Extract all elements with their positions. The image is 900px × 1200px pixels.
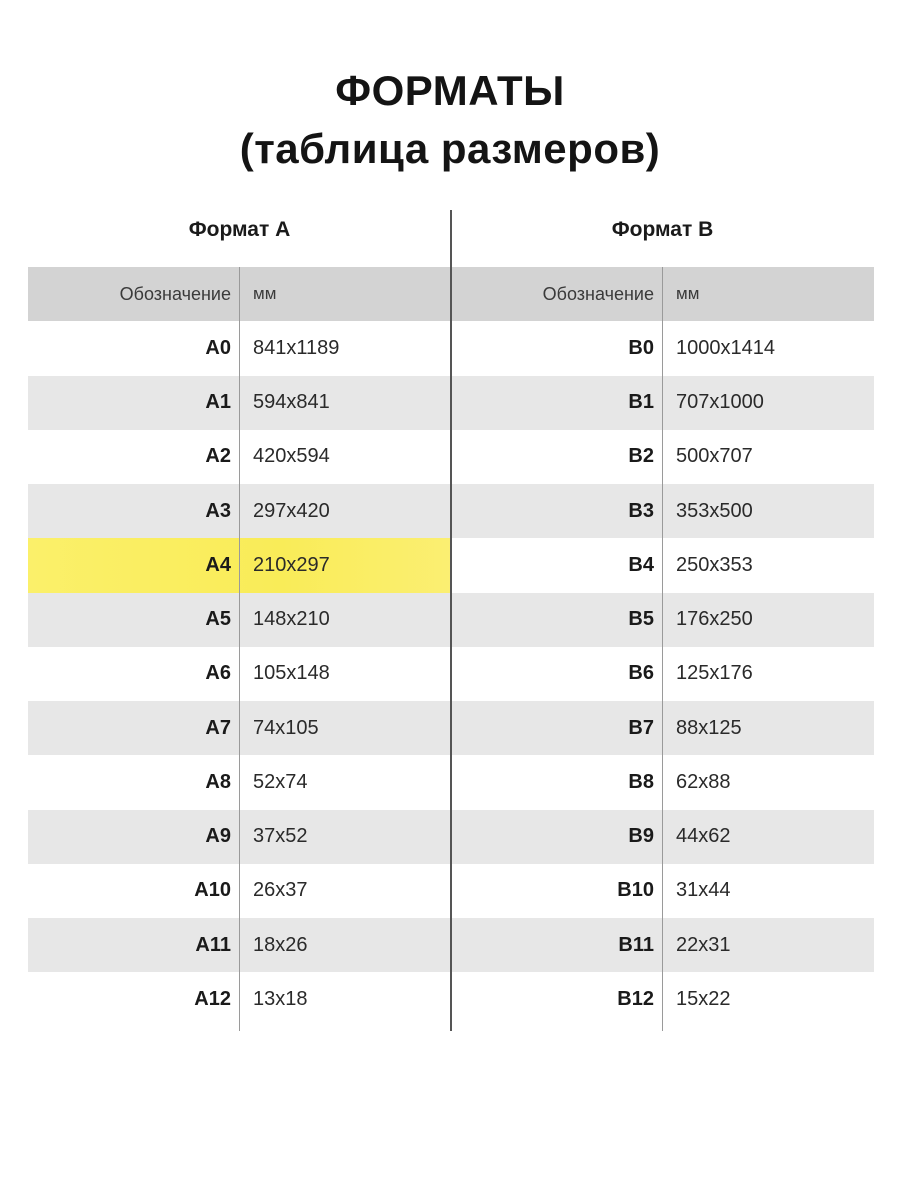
format-code: A12 bbox=[194, 987, 231, 1010]
format-code: B4 bbox=[628, 553, 654, 576]
title-line-2: (таблица размеров) bbox=[239, 125, 661, 172]
format-size: 18x26 bbox=[253, 933, 308, 956]
format-code: A7 bbox=[205, 716, 231, 739]
format-code: A5 bbox=[205, 608, 231, 631]
format-code: A11 bbox=[195, 933, 231, 956]
format-code: B8 bbox=[628, 770, 654, 793]
column-header-size: мм bbox=[676, 284, 700, 304]
tables-center-divider bbox=[450, 210, 452, 1031]
format-code: B9 bbox=[628, 825, 654, 848]
format-size: 37x52 bbox=[253, 825, 308, 848]
format-a-heading: Формат А bbox=[188, 218, 291, 241]
column-header-code: Обозначение bbox=[119, 283, 231, 304]
format-size: 105x148 bbox=[253, 662, 330, 685]
format-size: 841x1189 bbox=[253, 336, 340, 359]
format-code: A3 bbox=[205, 499, 231, 522]
format-code: A2 bbox=[205, 445, 231, 468]
format-size: 15x22 bbox=[676, 987, 731, 1010]
format-size: 707x1000 bbox=[676, 391, 764, 414]
format-size: 594x841 bbox=[253, 391, 330, 414]
format-code: B11 bbox=[618, 933, 654, 956]
format-code: B5 bbox=[628, 608, 654, 631]
format-size: 176x250 bbox=[676, 608, 753, 631]
format-size: 420x594 bbox=[253, 445, 330, 468]
format-code: B1 bbox=[628, 391, 654, 414]
format-code: B7 bbox=[628, 716, 654, 739]
format-size: 31x44 bbox=[676, 879, 731, 902]
title-line-1: ФОРМАТЫ bbox=[335, 67, 565, 114]
format-code: B12 bbox=[617, 987, 654, 1010]
format-code: B10 bbox=[617, 879, 654, 902]
format-size: 250x353 bbox=[676, 553, 753, 576]
format-size: 22x31 bbox=[676, 933, 731, 956]
format-size: 62x88 bbox=[676, 770, 731, 793]
column-header-code: Обозначение bbox=[542, 283, 654, 304]
format-code: A9 bbox=[205, 825, 231, 848]
format-size: 88x125 bbox=[676, 716, 742, 739]
format-size: 44x62 bbox=[676, 825, 731, 848]
format-size: 13x18 bbox=[253, 987, 308, 1010]
format-code: A6 bbox=[205, 662, 231, 685]
format-size: 52x74 bbox=[253, 770, 308, 793]
format-size: 500x707 bbox=[676, 445, 753, 468]
format-a-column-divider bbox=[239, 267, 240, 1031]
format-code: A10 bbox=[194, 879, 231, 902]
format-code: B2 bbox=[628, 445, 654, 468]
format-code: B6 bbox=[628, 662, 654, 685]
format-size: 125x176 bbox=[676, 662, 753, 685]
format-code: B0 bbox=[628, 336, 654, 359]
format-code: A4 bbox=[205, 553, 231, 576]
format-size: 26x37 bbox=[253, 879, 308, 902]
format-size: 297x420 bbox=[253, 499, 330, 522]
format-code: A0 bbox=[205, 336, 231, 359]
column-header-size: мм bbox=[253, 284, 277, 304]
format-code: A1 bbox=[205, 391, 231, 414]
format-size: 353x500 bbox=[676, 499, 753, 522]
format-size: 210x297 bbox=[253, 553, 330, 576]
format-code: B3 bbox=[628, 499, 654, 522]
format-b-column-divider bbox=[662, 267, 663, 1031]
format-code: A8 bbox=[205, 770, 231, 793]
page-title bbox=[0, 62, 900, 178]
format-size: 74x105 bbox=[253, 716, 319, 739]
format-size: 148x210 bbox=[253, 608, 330, 631]
format-b-heading: Формат В bbox=[611, 218, 714, 241]
format-size: 1000x1414 bbox=[676, 336, 775, 359]
